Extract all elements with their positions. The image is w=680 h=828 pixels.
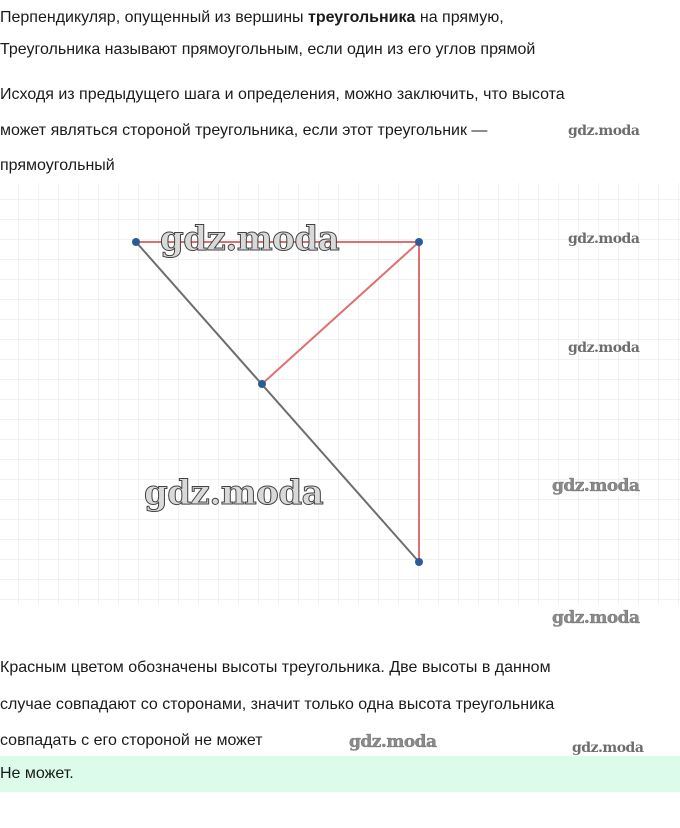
watermark-logo: gdz.moda [144, 473, 324, 513]
answer-text: Не может. [0, 765, 74, 782]
watermark-logo: gdz.moda [552, 608, 640, 628]
paragraph-7: случае совпадают со сторонами, значит только одна высота треугольника [0, 696, 555, 713]
watermark-logo: gdz.moda [568, 231, 640, 247]
paragraph-6: Красным цветом обозначены высоты треугольника. Две высоты в данном [0, 659, 551, 676]
watermark-logo: gdz.moda [349, 732, 437, 752]
altitude-foot-point [258, 380, 266, 388]
paragraph-8: совпадать с его стороной не может [0, 732, 263, 749]
paragraph-3: Исходя из предыдущего шага и определения, можно заключить, что высота [0, 86, 565, 103]
paragraph-2: Треугольника называют прямоугольным, если один из его углов прямой [0, 41, 536, 58]
paragraph-1 [0, 8, 504, 28]
watermark-logo: gdz.moda [160, 219, 340, 259]
vertex-point [415, 238, 423, 246]
paragraph-5: прямоугольный [0, 157, 115, 174]
p1-text-after: на прямую, [415, 9, 504, 26]
watermark-logo: gdz.moda [568, 123, 640, 139]
watermark-logo: gdz.moda [568, 340, 640, 356]
p1-text-before: Перпендикуляр, опущенный из вершины [0, 9, 308, 26]
watermark-logo: gdz.moda [552, 476, 640, 496]
paragraph-4: может являться стороной треугольника, если этот треугольник — [0, 122, 488, 139]
vertex-point [132, 238, 140, 246]
vertex-point [415, 558, 423, 566]
p1-bold-word: треугольника [307, 9, 416, 26]
triangle-figure [0, 183, 680, 605]
answer-box [0, 756, 680, 792]
watermark-logo: gdz.moda [572, 740, 644, 756]
